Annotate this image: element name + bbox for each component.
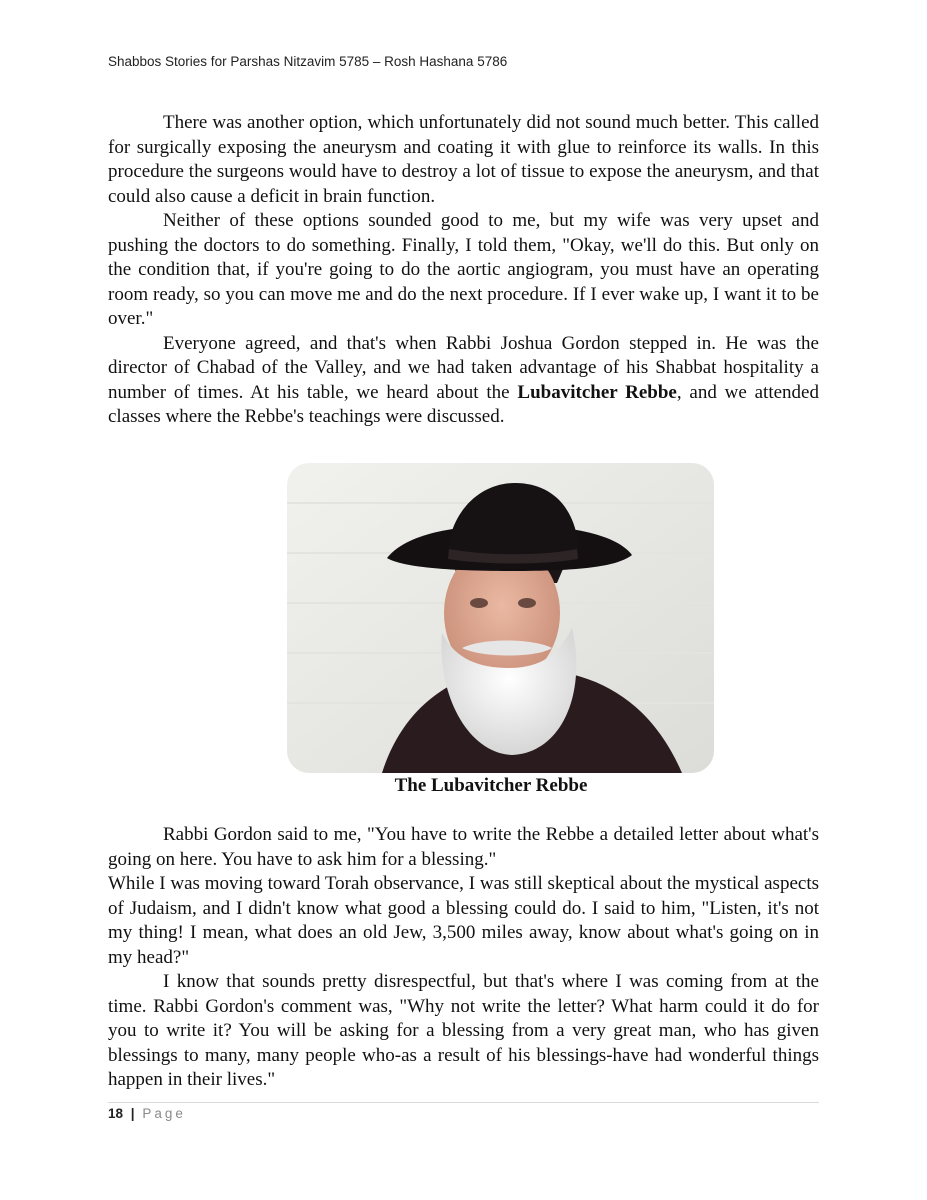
figure-caption: The Lubavitcher Rebbe xyxy=(394,775,588,796)
paragraph: Neither of these options sounded good to me, but my wife was very upset and pushing the doctors to do something. Finally, I told them, "Okay, we'll do this. But only on the condition that, if you're going to do the aortic angiogram, you must have an operating room ready, so you can move me and do the next procedure. If I ever wake up, I want it to be over." xyxy=(108,210,819,329)
paragraph-text: , and we attended classes where the Rebbe's teachings were discussed. xyxy=(108,381,819,427)
paragraph: There was another option, which unfortunately did not sound much better. This called for surgically exposing the aneurysm and coating it with glue to reinforce its walls. In this procedure the surgeons would have to destroy a lot of tissue to expose the aneurysm, and that could also cause a deficit in brain function. xyxy=(108,112,819,207)
footer-separator: | xyxy=(130,1106,135,1121)
paragraph-text: Everyone agreed, and that's when Rabbi Joshua Gordon stepped in. He was the director of Chabad of the Valley, and we had taken advantage of his Shabbat hospitality a number of times. At his table, we heard about the xyxy=(108,332,819,403)
page-header: Shabbos Stories for Parshas Nitzavim 5785 – Rosh Hashana 5786 xyxy=(108,54,508,69)
page-footer xyxy=(108,1106,186,1121)
paragraph: I know that sounds pretty disrespectful, but that's where I was coming from at the time. Rabbi Gordon's comment was, "Why not write the letter? What harm could it do for you to write it? You will be asking for a blessing from a very great man, who has given blessings to many, many people who-as a result of his blessings-have had wonderful things happen in their lives." xyxy=(108,971,819,1090)
page-label: Page xyxy=(142,1106,186,1121)
paragraph: Rabbi Gordon said to me, "You have to write the Rebbe a detailed letter about what's going on here. You have to ask him for a blessing." xyxy=(108,824,819,870)
page-number: 18 xyxy=(108,1106,124,1121)
paragraph: While I was moving toward Torah observance, I was still skeptical about the mystical aspects of Judaism, and I didn't know what good a blessing could do. I said to him, "Listen, it's not my thing! I mean, what does an old Jew, 3,500 miles away, know about what's going on in my head?" xyxy=(108,873,819,968)
bold-name: Lubavitcher Rebbe xyxy=(517,381,677,403)
rebbe-photo xyxy=(287,463,714,773)
paragraph xyxy=(108,332,819,430)
body-text-bottom xyxy=(108,823,819,1093)
body-text-top xyxy=(108,111,819,430)
footer-divider xyxy=(108,1102,819,1103)
